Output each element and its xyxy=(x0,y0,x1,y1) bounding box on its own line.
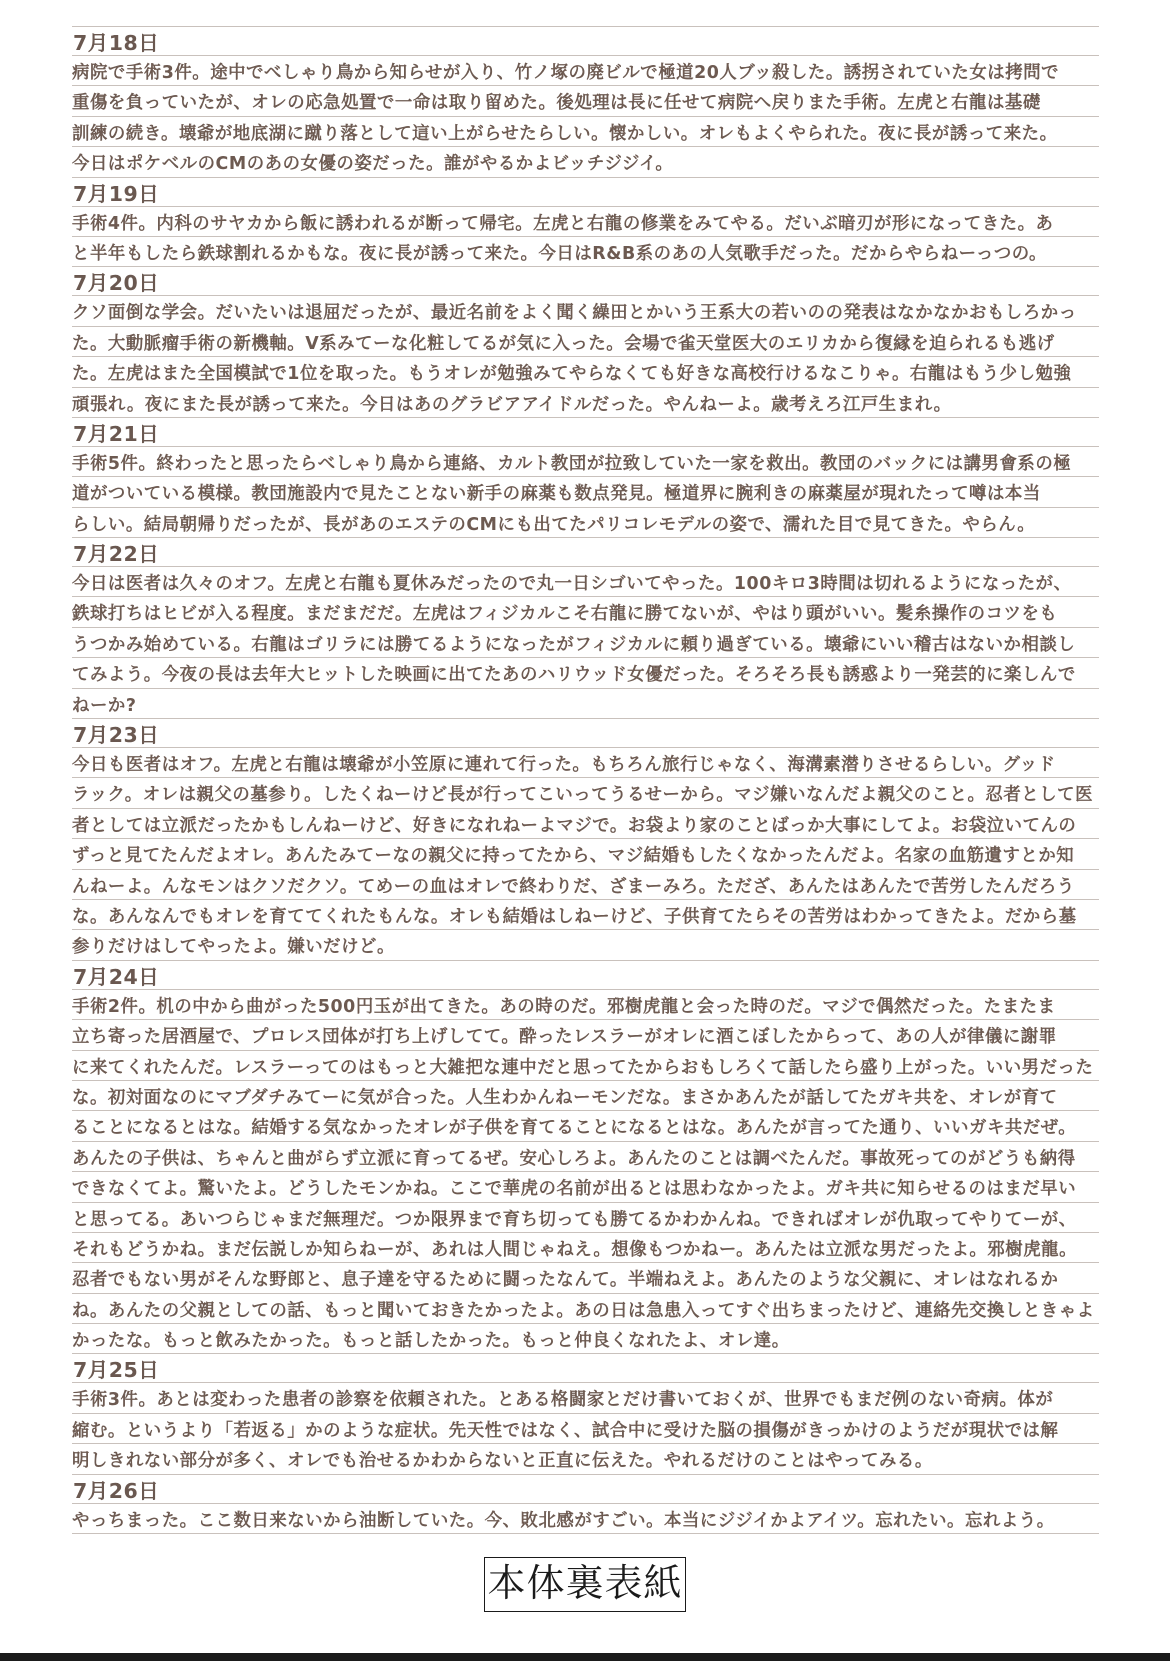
entry-text-line: 頑張れ。夜にまた長が誘って来た。今日はあのグラビアアイドルだった。やんねーよ。歳考えろ江戸生まれ。 xyxy=(72,388,1099,418)
entry-text-line: ねーか? xyxy=(72,689,1099,719)
diary-entries xyxy=(72,27,1099,1534)
entry-text-line: 重傷を負っていたが、オレの応急処置で一命は取り留めた。後処理は長に任せて病院へ戻りまた手術。左虎と右龍は基礎 xyxy=(72,86,1099,116)
entry-date: 7月25日 xyxy=(72,1354,1099,1383)
bottom-bar xyxy=(0,1653,1170,1661)
entry-text-line: 訓練の続き。壊爺が地底湖に蹴り落として這い上がらせたらしい。懐かしい。オレもよくやられた。夜に長が誘って来た。 xyxy=(72,117,1099,147)
entry-text-line: それもどうかね。まだ伝説しか知らねーが、あれは人間じゃねえ。想像もつかねー。あんたは立派な男だったよ。邪樹虎龍。 xyxy=(72,1233,1099,1263)
diary-page xyxy=(72,26,1099,1534)
entry-date: 7月21日 xyxy=(72,418,1099,447)
entry-text-line: 鉄球打ちはヒビが入る程度。まだまだだ。左虎はフィジカルこそ右龍に勝てないが、やはり頭がいい。髪糸操作のコツをも xyxy=(72,597,1099,627)
entry-text-line: 忍者でもない男がそんな野郎と、息子達を守るために闘ったなんて。半端ねえよ。あんたのような父親に、オレはなれるか xyxy=(72,1263,1099,1293)
entry-text-line: てみよう。今夜の長は去年大ヒットした映画に出てたあのハリウッド女優だった。そろそろ長も誘惑より一発芸的に楽しんで xyxy=(72,658,1099,688)
entry-text-line: あんたの子供は、ちゃんと曲がらず立派に育ってるぜ。安心しろよ。あんたのことは調べたんだ。事故死ってのがどうも納得 xyxy=(72,1142,1099,1172)
entry-text-line: な。初対面なのにマブダチみてーに気が合った。人生わかんねーモンだな。まさかあんたが話してたガキ共を、オレが育て xyxy=(72,1081,1099,1111)
entry-date: 7月19日 xyxy=(72,178,1099,207)
entry-text-line: んねーよ。んなモンはクソだクソ。てめーの血はオレで終わりだ、ざまーみろ。ただざ、あんたはあんたで苦労したんだろう xyxy=(72,870,1099,900)
entry-text-line: うつかみ始めている。右龍はゴリラには勝てるようになったがフィジカルに頼り過ぎている。壊爺にいい稽古はないか相談し xyxy=(72,628,1099,658)
entry-text-line: 道がついている模様。教団施設内で見たことない新手の麻薬も数点発見。極道界に腕利きの麻薬屋が現れたって噂は本当 xyxy=(72,477,1099,507)
entry-text-line: できなくてよ。驚いたよ。どうしたモンかね。ここで華虎の名前が出るとは思わなかったよ。ガキ共に知らせるのはまだ早い xyxy=(72,1172,1099,1202)
entry-date: 7月22日 xyxy=(72,538,1099,567)
entry-text-line: ラック。オレは親父の墓参り。したくねーけど長が行ってこいってうるせーから。マジ嫌いなんだよ親父のこと。忍者として医 xyxy=(72,778,1099,808)
entry-text-line: 参りだけはしてやったよ。嫌いだけど。 xyxy=(72,930,1099,960)
entry-text-line: かったな。もっと飲みたかった。もっと話したかった。もっと仲良くなれたよ、オレ達。 xyxy=(72,1324,1099,1354)
entry-text-line: 者としては立派だったかもしんねーけど、好きになれねーよマジで。お袋より家のことばっか大事にしてよ。お袋泣いてんの xyxy=(72,809,1099,839)
entry-text-line: クソ面倒な学会。だいたいは退屈だったが、最近名前をよく聞く繰田とかいう王系大の若いのの発表はなかなかおもしろかっ xyxy=(72,296,1099,326)
entry-text-line: な。あんなんでもオレを育ててくれたもんな。オレも結婚はしねーけど、子供育てたらその苦労はわかってきたよ。だから墓 xyxy=(72,900,1099,930)
entry-text-line: 手術2件。机の中から曲がった500円玉が出てきた。あの時のだ。邪樹虎龍と会った時のだ。マジで偶然だった。たまたま xyxy=(72,990,1099,1020)
entry-text-line: 今日も医者はオフ。左虎と右龍は壊爺が小笠原に連れて行った。もちろん旅行じゃなく、海溝素潜りさせるらしい。グッド xyxy=(72,748,1099,778)
back-cover-label: 本体裏表紙 xyxy=(484,1557,686,1612)
entry-date: 7月24日 xyxy=(72,961,1099,990)
entry-text-line: 手術3件。あとは変わった患者の診察を依頼された。とある格闘家とだけ書いておくが、世界でもまだ例のない奇病。体が xyxy=(72,1383,1099,1413)
entry-text-line: ね。あんたの父親としての話、もっと聞いておきたかったよ。あの日は急患入ってすぐ出ちまったけど、連絡先交換しときゃよ xyxy=(72,1294,1099,1324)
entry-text-line: 立ち寄った居酒屋で、プロレス団体が打ち上げしてて。酔ったレスラーがオレに酒こぼしたからって、あの人が律儀に謝罪 xyxy=(72,1020,1099,1050)
entry-text-line: ることになるとはな。結婚する気なかったオレが子供を育てることになるとはな。あんたが言ってた通り、いいガキ共だぜ。 xyxy=(72,1111,1099,1141)
entry-text-line: 手術5件。終わったと思ったらべしゃり鳥から連絡、カルト教団が拉致していた一家を救出。教団のバックには講男會系の極 xyxy=(72,447,1099,477)
entry-text-line: た。左虎はまた全国模試で1位を取った。もうオレが勉強みてやらなくても好きな高校行けるなこりゃ。右龍はもう少し勉強 xyxy=(72,357,1099,387)
entry-text-line: 今日は医者は久々のオフ。左虎と右龍も夏休みだったので丸一日シゴいてやった。100キロ3時間は切れるようになったが、 xyxy=(72,567,1099,597)
entry-text-line: やっちまった。ここ数日来ないから油断していた。今、敗北感がすごい。本当にジジイかよアイツ。忘れたい。忘れよう。 xyxy=(72,1504,1099,1534)
entry-text-line: ずっと見てたんだよオレ。あんたみてーなの親父に持ってたから、マジ結婚もしたくなかったんだよ。名家の血筋遺すとか知 xyxy=(72,839,1099,869)
entry-text-line: 病院で手術3件。途中でべしゃり鳥から知らせが入り、竹ノ塚の廃ビルで極道20人ブッ殺した。誘拐されていた女は拷問で xyxy=(72,56,1099,86)
entry-date: 7月20日 xyxy=(72,267,1099,296)
entry-date: 7月26日 xyxy=(72,1475,1099,1504)
entry-date: 7月18日 xyxy=(72,27,1099,56)
entry-text-line: 今日はポケベルのCMのあの女優の姿だった。誰がやるかよビッチジジイ。 xyxy=(72,147,1099,177)
entry-text-line: に来てくれたんだ。レスラーってのはもっと大雑把な連中だと思ってたからおもしろくて話したら盛り上がった。いい男だった xyxy=(72,1051,1099,1081)
entry-text-line: らしい。結局朝帰りだったが、長があのエステのCMにも出てたパリコレモデルの姿で、濡れた目で見てきた。やらん。 xyxy=(72,508,1099,538)
entry-text-line: と半年もしたら鉄球割れるかもな。夜に長が誘って来た。今日はR&B系のあの人気歌手だった。だからやらねーっつの。 xyxy=(72,237,1099,267)
entry-text-line: と思ってる。あいつらじゃまだ無理だ。つか限界まで育ち切っても勝てるかわかんね。できればオレが仇取ってやりてーが、 xyxy=(72,1203,1099,1233)
entry-date: 7月23日 xyxy=(72,719,1099,748)
entry-text-line: 手術4件。内科のサヤカから飯に誘われるが断って帰宅。左虎と右龍の修業をみてやる。だいぶ暗刃が形になってきた。あ xyxy=(72,207,1099,237)
entry-text-line: 縮む。というより「若返る」かのような症状。先天性ではなく、試合中に受けた脳の損傷がきっかけのようだが現状では解 xyxy=(72,1414,1099,1444)
entry-text-line: た。大動脈瘤手術の新機軸。V系みてーな化粧してるが気に入った。会場で雀天堂医大のエリカから復縁を迫られるも逃げ xyxy=(72,327,1099,357)
entry-text-line: 明しきれない部分が多く、オレでも治せるかわからないと正直に伝えた。やれるだけのことはやってみる。 xyxy=(72,1444,1099,1474)
